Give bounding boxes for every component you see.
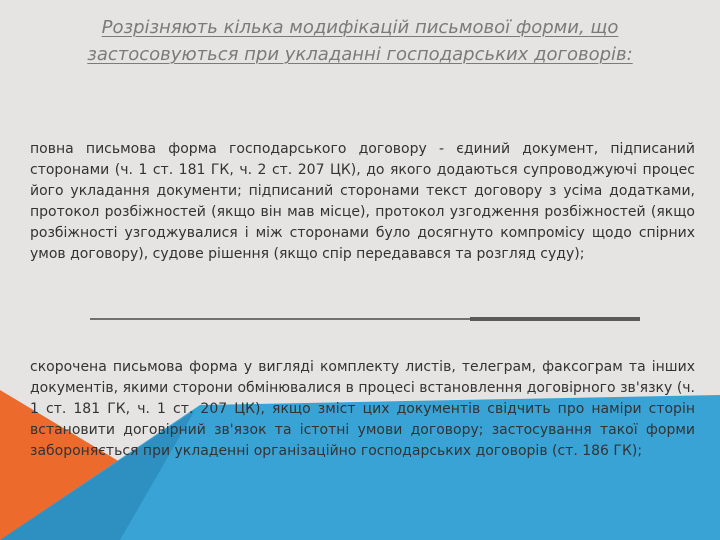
paragraph-full-form: повна письмова форма господарського договору - єдиний документ, підписаний сторонами (ч. 1 ст. 181 ГК, ч. 2 ст. 207 ЦК), до якого додаються супроводжуючі процес його укладання документи; підписаний сторонами текст договору з усіма додатками, протокол розбіжностей (якщо він мав місце), протокол узгодження розбіжностей (якщо розбіжності узгоджувалися і між сторонами було досягнуто компромісу щодо спірних умов договору), судове рішення (якщо спір передавався та розгляд суду); xyxy=(30,141,695,262)
section-divider xyxy=(90,317,640,322)
paragraph-short-form: скорочена письмова форма у вигляді комплекту листів, телеграм, факсограм та інших документів, якими сторони обмінювалися в процесі встановлення договірного зв'язку (ч. 1 ст. 181 ГК, ч. 1 ст. 207 ЦК), якщо зміст цих документів свідчить про наміри сторін встановити договірний зв'язок та істотні умови договору; застосування такої форми забороняється при укладенні організаційно господарських договорів (ст. 186 ГК); xyxy=(30,359,695,459)
slide-title: Розрізняють кілька модифікацій письмової форми, що застосовуються при укладанні господарських договорів: xyxy=(87,17,633,65)
